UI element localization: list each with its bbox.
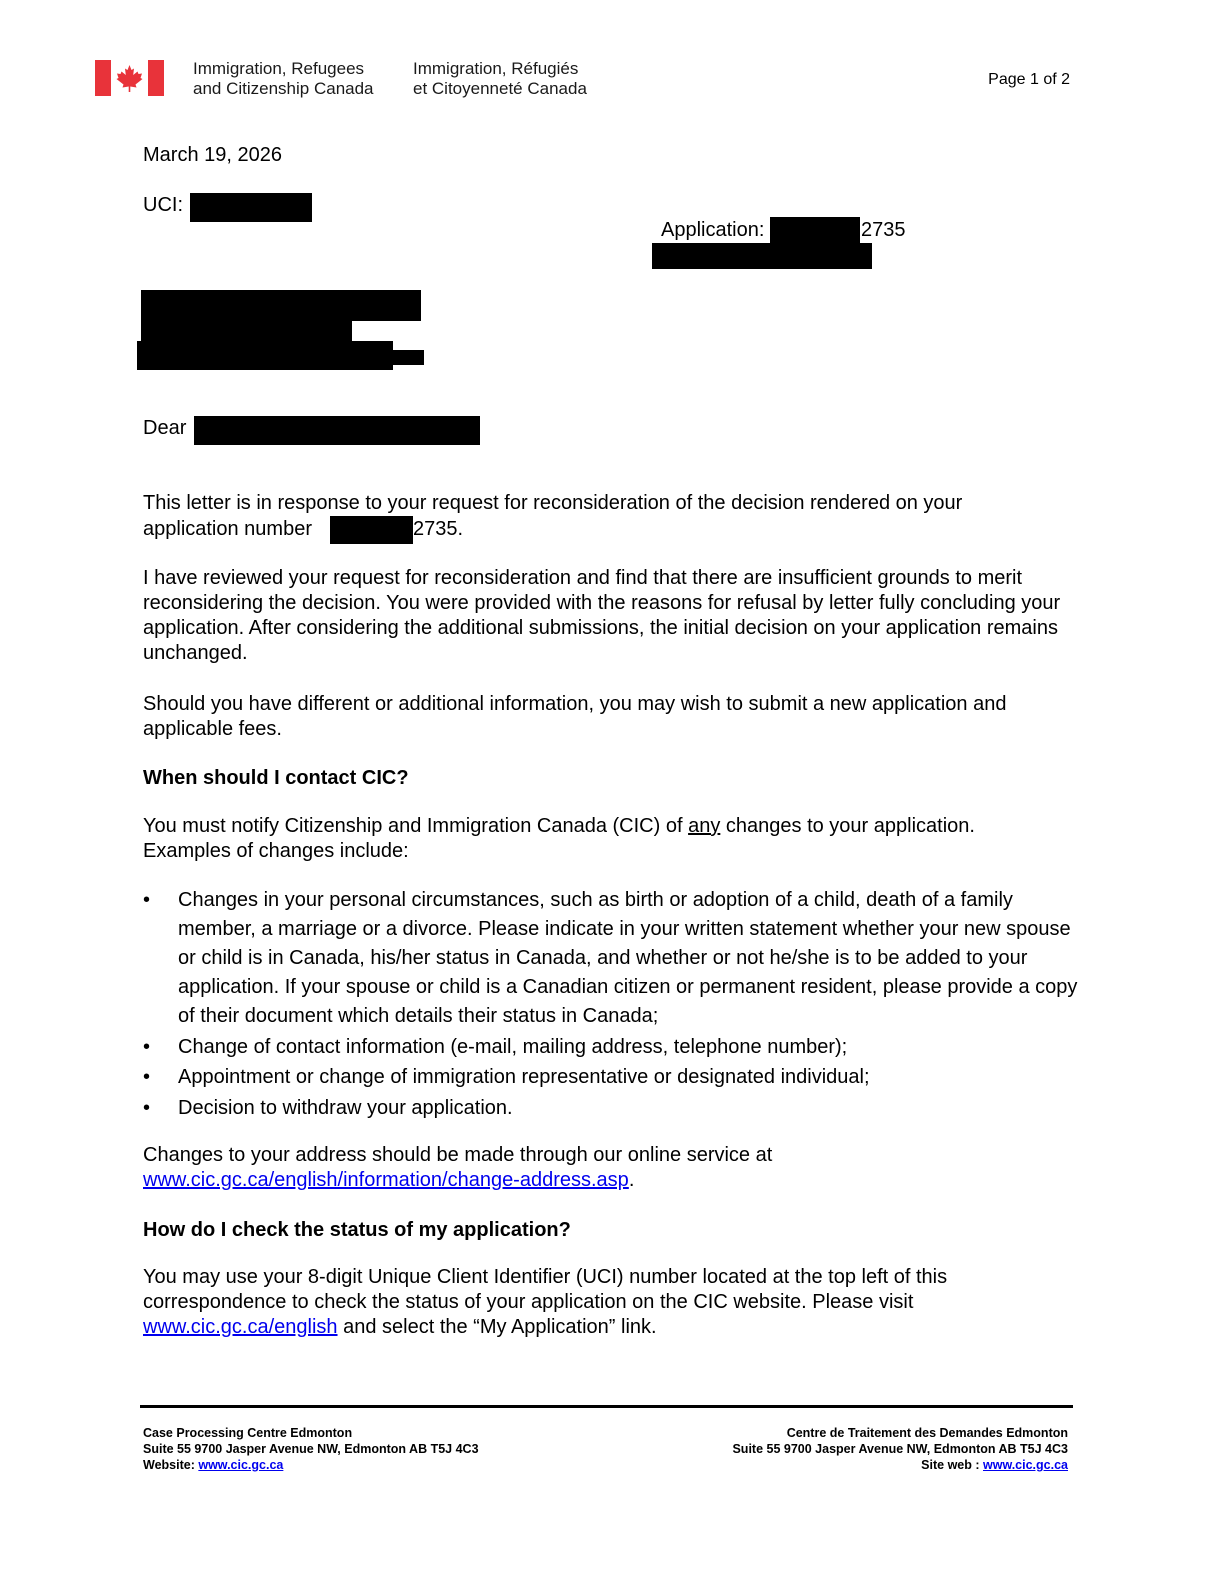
footer-office-en: Case Processing Centre Edmonton [143, 1426, 353, 1440]
paragraph-4-part-b: changes to your application. Examples of changes include: [143, 815, 975, 862]
dept-en-line1: Immigration, Refugees [193, 59, 365, 78]
redaction-application-number-body [330, 516, 413, 544]
list-item: • Decision to withdraw your application. [143, 1094, 1078, 1123]
change-address-link[interactable]: www.cic.gc.ca/english/information/change-address.asp [143, 1169, 629, 1191]
page-number: Page 1 of 2 [988, 71, 1070, 88]
paragraph-6 [143, 1265, 1068, 1340]
dept-en-line2: and Citizenship Canada [193, 79, 374, 98]
paragraph-6-end: and select the “My Application” link. [343, 1316, 657, 1338]
letter-date: March 19, 2026 [143, 144, 282, 166]
salutation: Dear [143, 417, 187, 439]
heading-when-contact-cic: When should I contact CIC? [143, 767, 409, 789]
redaction-recipient-name [194, 416, 480, 445]
list-item: • Appointment or change of immigration representative or designated individual; [143, 1063, 1078, 1092]
paragraph-4-emphasis: any [688, 815, 721, 837]
paragraph-6-text: You may use your 8-digit Unique Client Identifier (UCI) number located at the top left of this correspondence to check the status of your application on the CIC website. Please visit [143, 1266, 948, 1313]
dept-fr-line2: et Citoyenneté Canada [413, 79, 587, 98]
department-name-english [193, 59, 408, 99]
footer-website-link-en[interactable]: www.cic.gc.ca [198, 1458, 284, 1472]
footer-divider [140, 1405, 1073, 1408]
uci-label: UCI: [143, 194, 183, 216]
footer-french [648, 1425, 1068, 1473]
footer-website-label-en: Website: [143, 1458, 195, 1472]
redaction-address-line3-tail [390, 350, 424, 365]
redaction-application-line2 [652, 243, 872, 269]
paragraph-4 [143, 814, 1068, 864]
paragraph-3: Should you have different or additional information, you may wish to submit a new application and applicable fees. [143, 693, 1007, 740]
cic-english-link[interactable]: www.cic.gc.ca/english [143, 1316, 338, 1338]
footer-english [143, 1425, 563, 1473]
paragraph-5-end: . [628, 1169, 635, 1191]
changes-list [143, 886, 1078, 1124]
dept-fr-line1: Immigration, Réfugiés [413, 59, 579, 78]
paragraph-1-line2: application number [143, 518, 312, 540]
paragraph-5 [143, 1143, 1068, 1193]
footer-address-en: Suite 55 9700 Jasper Avenue NW, Edmonton AB T5J 4C3 [143, 1442, 479, 1456]
department-name-french [413, 59, 628, 99]
redaction-address-line3 [137, 341, 393, 370]
footer-website-en [143, 1457, 563, 1473]
paragraph-1-line1: This letter is in response to your request for reconsideration of the decision rendered on your [143, 492, 963, 514]
footer-office-fr: Centre de Traitement des Demandes Edmonton [786, 1426, 1068, 1440]
redaction-address-line2 [141, 320, 352, 342]
list-item: • Changes in your personal circumstances, such as birth or adoption of a child, death of a family member, a marriage or a divorce. Please indicate in your written statement whether your new spouse or child is in Canada, his/her status in Canada, and whether or not he/she is to be added to your application. If your spouse or child is a Canadian citizen or permanent resident, please provide a copy of their document which details their status in Canada; [143, 886, 1078, 1031]
redaction-address-line1 [141, 290, 421, 321]
paragraph-4-part-a: You must notify Citizenship and Immigration Canada (CIC) of [143, 815, 683, 837]
heading-check-status: How do I check the status of my application? [143, 1219, 571, 1241]
footer-website-label-fr: Site web : [921, 1458, 980, 1472]
paragraph-2: I have reviewed your request for reconsideration and find that there are insufficient grounds to merit reconsidering the decision. You were provided with the reasons for refusal by letter fully concluding your application. After considering the additional submissions, the initial decision on your application remains unchanged. [143, 567, 1061, 664]
redaction-application-number [770, 217, 860, 245]
list-item: • Change of contact information (e-mail, mailing address, telephone number); [143, 1033, 1078, 1062]
application-label: Application: [661, 219, 765, 241]
paragraph-1-suffix: 2735. [413, 518, 464, 540]
footer-website-link-fr[interactable]: www.cic.gc.ca [983, 1458, 1068, 1472]
application-number-suffix: 2735 [861, 219, 906, 241]
paragraph-5-text: Changes to your address should be made through our online service at [143, 1144, 773, 1166]
canada-flag-icon [95, 60, 164, 96]
footer-address-fr: Suite 55 9700 Jasper Avenue NW, Edmonton AB T5J 4C3 [732, 1442, 1068, 1456]
redaction-uci [190, 193, 312, 222]
footer-website-fr [648, 1457, 1068, 1473]
